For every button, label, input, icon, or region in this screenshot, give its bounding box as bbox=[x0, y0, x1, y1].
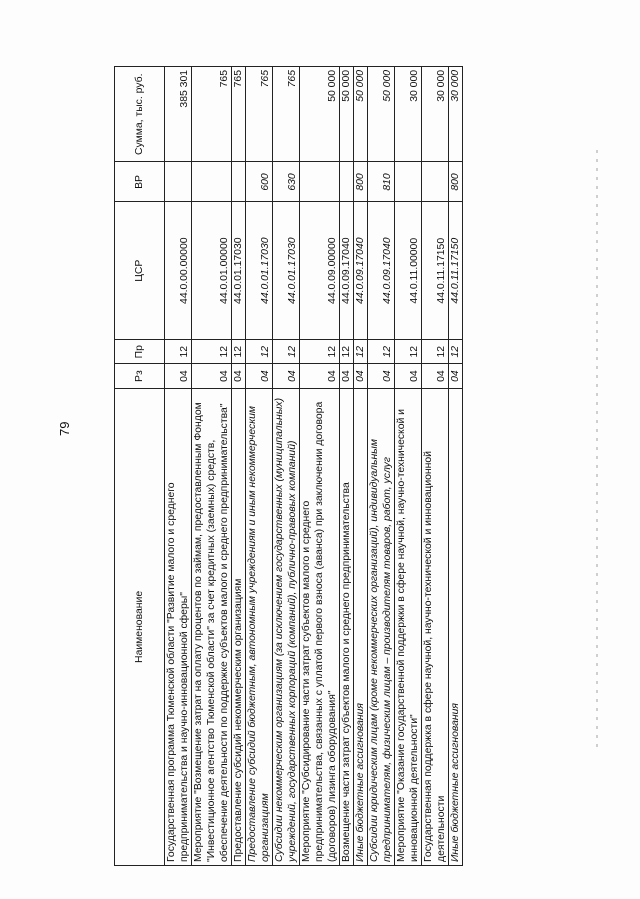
cell-sum: 50 000 bbox=[340, 67, 354, 162]
page-number: 79 bbox=[57, 421, 72, 436]
cell-rz: 04 bbox=[165, 364, 192, 388]
header-rz: Рз bbox=[115, 364, 165, 388]
table-header-row bbox=[115, 67, 165, 866]
cell-sum: 30 000 bbox=[422, 67, 449, 162]
table-row bbox=[192, 67, 232, 866]
cell-pr: 12 bbox=[192, 340, 232, 364]
cell-sum: 50 000 bbox=[354, 67, 368, 162]
table-body bbox=[165, 67, 463, 866]
cell-rz: 04 bbox=[246, 364, 273, 388]
cell-pr: 12 bbox=[422, 340, 449, 364]
cell-csr: 44.0.09.17040 bbox=[354, 202, 368, 340]
cell-name: Возмещение части затрат субъектов малого и среднего предпринимательства bbox=[340, 388, 354, 865]
cell-rz: 04 bbox=[192, 364, 232, 388]
cell-csr: 44.0.01.17030 bbox=[232, 202, 246, 340]
cell-vr bbox=[422, 162, 449, 202]
cell-rz: 04 bbox=[300, 364, 340, 388]
cell-sum: 385 301 bbox=[165, 67, 192, 162]
cell-rz: 04 bbox=[232, 364, 246, 388]
cell-pr: 12 bbox=[395, 340, 422, 364]
cell-name: Предоставление субсидий некоммерческим организациям bbox=[232, 388, 246, 865]
table-row bbox=[449, 67, 463, 866]
cell-sum: 765 bbox=[232, 67, 246, 162]
header-sum: Сумма, тыс. руб. bbox=[115, 67, 165, 162]
cell-rz: 04 bbox=[395, 364, 422, 388]
cell-name: Мероприятие "Оказание государственной поддержки в сфере научной, научно-технической и инновационной деятельности" bbox=[395, 388, 422, 865]
binding-edge-marks bbox=[596, 150, 598, 750]
cell-sum: 50 000 bbox=[300, 67, 340, 162]
cell-csr: 44.0.09.17040 bbox=[340, 202, 354, 340]
cell-csr: 44.0.09.00000 bbox=[300, 202, 340, 340]
cell-pr: 12 bbox=[165, 340, 192, 364]
cell-sum: 30 000 bbox=[449, 67, 463, 162]
cell-sum: 765 bbox=[192, 67, 232, 162]
cell-csr: 44.0.11.00000 bbox=[395, 202, 422, 340]
cell-sum: 765 bbox=[273, 67, 300, 162]
cell-name: Мероприятие "Субсидирование части затрат субъектов малого и среднего предпринимательства, связанных с уплатой первого взноса (аванса) при заключении договора (договоров) лизинга оборудования" bbox=[300, 388, 340, 865]
budget-table bbox=[114, 66, 463, 866]
cell-vr bbox=[165, 162, 192, 202]
table-row bbox=[422, 67, 449, 866]
header-name: Наименование bbox=[115, 388, 165, 865]
cell-sum: 765 bbox=[246, 67, 273, 162]
cell-pr: 12 bbox=[368, 340, 395, 364]
cell-csr: 44.0.01.17030 bbox=[246, 202, 273, 340]
cell-name: Государственная программа Тюменской области "Развитие малого и среднего предпринимательства и научно-инновационной сферы" bbox=[165, 388, 192, 865]
table-row bbox=[165, 67, 192, 866]
cell-vr: 630 bbox=[273, 162, 300, 202]
cell-rz: 04 bbox=[340, 364, 354, 388]
header-pr: Пр bbox=[115, 340, 165, 364]
cell-vr bbox=[340, 162, 354, 202]
cell-vr bbox=[232, 162, 246, 202]
cell-sum: 50 000 bbox=[368, 67, 395, 162]
cell-vr: 810 bbox=[368, 162, 395, 202]
cell-csr: 44.0.11.17150 bbox=[422, 202, 449, 340]
header-vr: ВР bbox=[115, 162, 165, 202]
cell-vr bbox=[192, 162, 232, 202]
cell-rz: 04 bbox=[273, 364, 300, 388]
cell-pr: 12 bbox=[449, 340, 463, 364]
cell-pr: 12 bbox=[354, 340, 368, 364]
cell-pr: 12 bbox=[340, 340, 354, 364]
cell-vr bbox=[395, 162, 422, 202]
table-container bbox=[114, 66, 534, 866]
cell-csr: 44.0.00.00000 bbox=[165, 202, 192, 340]
table-row bbox=[232, 67, 246, 866]
cell-pr: 12 bbox=[300, 340, 340, 364]
cell-csr: 44.0.09.17040 bbox=[368, 202, 395, 340]
cell-name: Субсидии юридическим лицам (кроме некоммерческих организаций), индивидуальным предпринимателям, физическим лицам – производителям товаров, работ, услуг bbox=[368, 388, 395, 865]
table-row bbox=[395, 67, 422, 866]
cell-name: Мероприятие "Возмещение затрат на оплату процентов по займам, предоставленным Фондом "Инвестиционное агентство Тюменской области" за счет кредитных (заемных) средств, обеспечение деятельности по поддержке субъектов малого и среднего предпринимательства" bbox=[192, 388, 232, 865]
cell-rz: 04 bbox=[368, 364, 395, 388]
cell-csr: 44.0.01.17030 bbox=[273, 202, 300, 340]
cell-vr bbox=[300, 162, 340, 202]
cell-name: Государственная поддержка в сфере научной, научно-технической и инновационной деятельности bbox=[422, 388, 449, 865]
cell-sum: 30 000 bbox=[395, 67, 422, 162]
cell-csr: 44.0.01.00000 bbox=[192, 202, 232, 340]
table-row bbox=[340, 67, 354, 866]
cell-rz: 04 bbox=[422, 364, 449, 388]
cell-pr: 12 bbox=[273, 340, 300, 364]
table-row bbox=[368, 67, 395, 866]
cell-rz: 04 bbox=[449, 364, 463, 388]
header-csr: ЦСР bbox=[115, 202, 165, 340]
cell-name: Иные бюджетные ассигнования bbox=[449, 388, 463, 865]
table-row bbox=[273, 67, 300, 866]
cell-name: Предоставление субсидий бюджетным, автономным учреждениям и иным некоммерческим организациям bbox=[246, 388, 273, 865]
cell-csr: 44.0.11.17150 bbox=[449, 202, 463, 340]
cell-rz: 04 bbox=[354, 364, 368, 388]
cell-vr: 800 bbox=[354, 162, 368, 202]
cell-vr: 800 bbox=[449, 162, 463, 202]
table-row bbox=[300, 67, 340, 866]
cell-name: Иные бюджетные ассигнования bbox=[354, 388, 368, 865]
cell-name: Субсидии некоммерческим организациям (за исключением государственных (муниципальных) учреждений, государственных корпораций (компаний), публично-правовых компаний) bbox=[273, 388, 300, 865]
table-row bbox=[354, 67, 368, 866]
cell-pr: 12 bbox=[246, 340, 273, 364]
cell-pr: 12 bbox=[232, 340, 246, 364]
table-row bbox=[246, 67, 273, 866]
cell-vr: 600 bbox=[246, 162, 273, 202]
